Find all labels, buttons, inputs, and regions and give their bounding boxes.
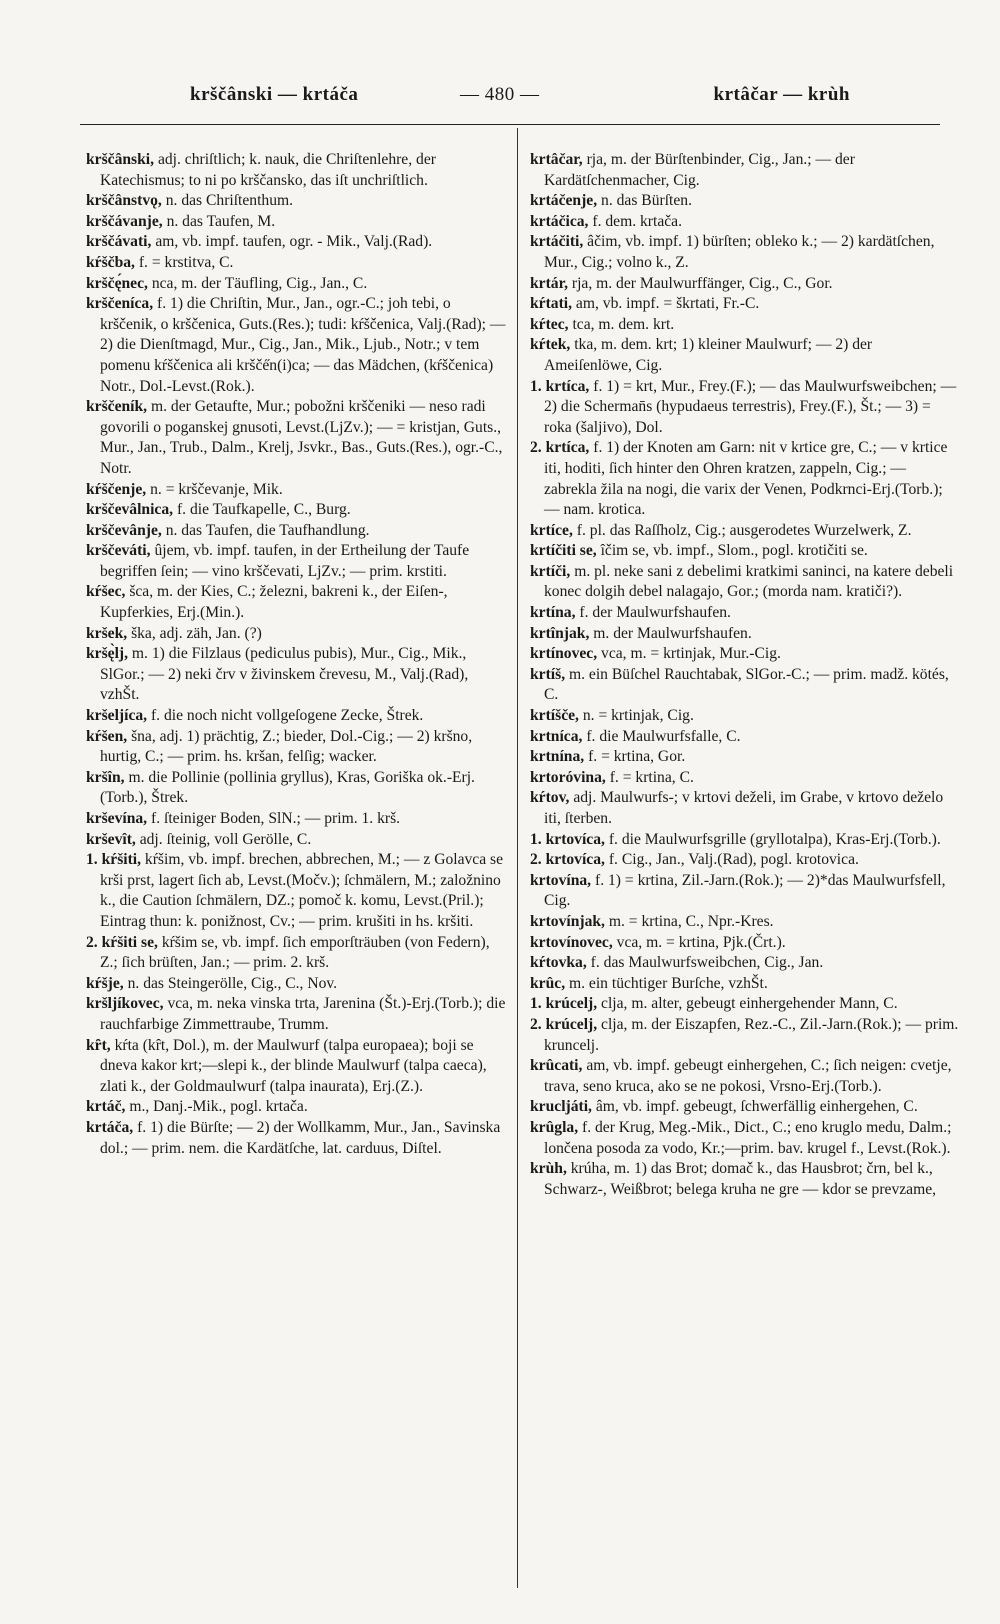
right-column [530, 150, 960, 1200]
entry-definition: n. = krščevanje, Mik. [150, 480, 283, 498]
entry-definition: nca, m. der Täufling, Cig., Jan., C. [151, 274, 368, 292]
entry-definition: am, vb. impf. gebeugt einhergehen, C.; ſich neigen: cvetje, trava, seno kruca, ako se ne pokosi, Vrsno-Erj.(Torb.). [544, 1057, 952, 1095]
entry-headword: krtáčenje, [530, 192, 598, 210]
entry-definition: adj. chriſtlich; k. nauk, die Chriſtenlehre, der Katechismus; to ni po krščansko, das iſt unchriſtlich. [100, 151, 436, 189]
entry-definition: f. 1) die Chriſtin, Mur., Jan., ogr.-C.; joh tebi, o krščenik, o krščenica, Guts.(Res.); tudi: kŕščenica, Valj.(Rad); — 2) die Dienſtmagd, Mur., Cig., Jan., Mik., Ljub., Notr.; v tem pomenu kŕščenica ali kršče̋n(i)ca; — das Mädchen, (kŕščenica) Notr., Dol.-Levst.(Rok.). [100, 295, 506, 395]
left-column [86, 150, 506, 1159]
entry-headword: krščę́nec, [86, 274, 148, 292]
entry-headword: krtáčica, [530, 212, 589, 230]
entry-headword: kršek, [86, 624, 128, 642]
entry-definition: m., Danj.-Mik., pogl. krtača. [129, 1098, 308, 1116]
dictionary-entry [86, 1036, 506, 1098]
entry-definition: clja, m. der Eiszapfen, Rez.-C., Zil.-Jarn.(Rok.); — prim. kruncelj. [544, 1015, 959, 1054]
entry-headword: krûcati, [530, 1057, 583, 1075]
dictionary-entry [530, 850, 960, 871]
entry-definition: m. ein tüchtiger Burſche, vzhŠt. [569, 974, 768, 992]
entry-definition: îčim se, vb. impf., Slom., pogl. krotičiti se. [600, 542, 868, 560]
entry-definition: clja, m. alter, gebeugt einhergehender Mann, C. [601, 995, 898, 1013]
dictionary-entry [530, 191, 960, 212]
entry-headword: kȓt, [86, 1036, 111, 1054]
dictionary-entry [530, 994, 960, 1015]
entry-headword: krtovínjak, [530, 912, 605, 930]
entry-headword: krtníca, [530, 727, 583, 745]
dictionary-entry [86, 541, 506, 582]
entry-headword: krščevânje, [86, 521, 162, 539]
entry-headword: 2. krtovíca, [530, 851, 605, 869]
entry-headword: kŕščenje, [86, 480, 147, 498]
dictionary-entry [86, 500, 506, 521]
entry-headword: krtíšče, [530, 707, 579, 725]
entry-definition: n. = krtinjak, Cig. [582, 707, 694, 725]
entry-headword: krščeváti, [86, 542, 151, 560]
entry-definition: f. 1) = krt, Mur., Frey.(F.); — das Maulwurfsweibchen; — 2) die Scherman̄s (hypudaeus terrestris), Frey.(F.), Št.; — 3) = roka (šaljivo), Dol. [544, 377, 957, 436]
entry-definition: f. der Krug, Meg.-Mik., Dict., C.; eno kruglo medu, Dalm.; lončena posoda za vodo, Kr.;—prim. bav. krugel f., Levst.(Rok.). [544, 1118, 952, 1157]
entry-definition: f. Cig., Jan., Valj.(Rad), pogl. krotovica. [608, 851, 859, 869]
entry-headword: krtáč, [86, 1098, 126, 1116]
dictionary-entry [530, 438, 960, 520]
entry-definition: f. ſteiniger Boden, SlN.; — prim. 1. krš. [151, 810, 401, 827]
dictionary-entry [86, 706, 506, 727]
entry-headword: krtíš, [530, 665, 566, 683]
dictionary-entry [86, 1118, 506, 1159]
running-head-left: krščânski — krtáča [190, 84, 359, 105]
entry-headword: kŕščba, [86, 253, 135, 271]
dictionary-entry [86, 212, 506, 233]
entry-headword: kŕtek, [530, 336, 571, 354]
entry-definition: tca, m. dem. krt. [572, 315, 675, 333]
dictionary-entry [86, 232, 506, 253]
dictionary-entry [530, 768, 960, 789]
dictionary-entry [530, 541, 960, 562]
entry-headword: kŕšen, [86, 727, 128, 745]
entry-definition: kŕšim, vb. impf. brechen, abbrechen, M.; — z Golavca se krši prst, lagert ſich ab, Levst.(Močv.); ſchmälern, M.; založnino k., die Caution ſchmälern, DZ.; pomoč k. komu, Levst.(Pril.); Eintrag thun: k. ponižnost, Cv.; — prim. krušiti in hs. kršiti. [100, 851, 504, 930]
entry-headword: krûc, [530, 974, 566, 992]
entry-headword: krševît, [86, 830, 136, 848]
entry-definition: vca, m. = krtinjak, Mur.-Cig. [601, 645, 781, 663]
entry-definition: f. der Maulwurfshaufen. [579, 604, 731, 622]
dictionary-entry [530, 974, 960, 995]
entry-headword: kŕtov, [530, 789, 570, 807]
dictionary-entry [86, 830, 506, 851]
entry-definition: f. die Maulwurfsgrille (gryllotalpa), Kras-Erj.(Torb.). [608, 830, 941, 848]
running-head-right: krtâčar — krùh [713, 84, 850, 105]
dictionary-entry [530, 294, 960, 315]
entry-definition: ška, adj. zäh, Jan. (?) [131, 624, 262, 642]
dictionary-entry [530, 377, 960, 439]
dictionary-entry [86, 727, 506, 768]
dictionary-entry [530, 1097, 960, 1118]
dictionary-entry [530, 727, 960, 748]
dictionary-entry [86, 480, 506, 501]
entry-definition: m. = krtina, C., Npr.-Kres. [608, 912, 774, 930]
entry-headword: krtáčiti, [530, 233, 584, 251]
dictionary-entry [530, 150, 960, 191]
entry-headword: krtoróvina, [530, 768, 606, 786]
entry-definition: m. pl. neke sani z debelimi kratkimi saninci, na katere debeli konec dolgih debel nalagajo, Gor.; (morda nam. kratiči?). [544, 562, 954, 601]
dictionary-entry [530, 747, 960, 768]
entry-definition: am, vb. impf. = škrtati, Fr.-C. [575, 295, 760, 313]
entry-definition: kŕšim se, vb. impf. ſich emporſträuben (von Federn), Z.; ſich brüſten, Jan.; — prim. 2. krš. [100, 933, 490, 972]
dictionary-entry [530, 665, 960, 706]
entry-definition: rja, m. der Bürſtenbinder, Cig., Jan.; — der Kardätſchenmacher, Cig. [544, 151, 855, 189]
dictionary-entry [86, 150, 506, 191]
entry-headword: krtáča, [86, 1118, 134, 1136]
entry-definition: m. der Maulwurfshaufen. [593, 624, 752, 642]
entry-headword: krtíce, [530, 521, 573, 539]
entry-headword: krtovína, [530, 871, 592, 889]
dictionary-entry [530, 603, 960, 624]
entry-definition: n. das Taufen, die Taufhandlung. [165, 521, 370, 539]
dictionary-entry [530, 953, 960, 974]
dictionary-entry [86, 624, 506, 645]
entry-definition: m. der Getaufte, Mur.; pobožni krščeniki — neso radi govorili o poganskej gnusoti, Levst.(LjZv.); — = kristjan, Guts., Mur., Jan., Trub., Dalm., Krelj, Jsvkr., Bas., Guts.(Res.), ogr.-C., Notr. [100, 398, 503, 477]
entry-definition: f. = krstitva, C. [138, 253, 234, 271]
entry-definition: šna, adj. 1) prächtig, Z.; bieder, Dol.-Cig.; — 2) kršno, hurtig, C.; — prim. hs. kršan, felſig; wacker. [100, 727, 473, 766]
entry-headword: krščevâlnica, [86, 501, 174, 519]
entry-definition: m. ein Büſchel Rauchtabak, SlGor.-C.; — prim. madž. kötés, C. [544, 665, 949, 704]
entry-definition: tka, m. dem. krt; 1) kleiner Maulwurf; — 2) der Ameiſenlöwe, Cig. [544, 336, 873, 374]
entry-definition: rja, m. der Maulwurffänger, Cig., C., Gor. [571, 274, 833, 292]
dictionary-entry [530, 1015, 960, 1056]
entry-headword: krtâčar, [530, 151, 583, 168]
entry-definition: f. = krtina, Gor. [588, 748, 686, 766]
dictionary-entry [86, 809, 506, 830]
entry-definition: f. die Taufkapelle, C., Burg. [176, 501, 351, 519]
entry-definition: f. das Maulwurfsweibchen, Cig., Jan. [590, 954, 824, 972]
entry-headword: krščânstvǫ, [86, 192, 162, 210]
entry-headword: kršljíkovec, [86, 995, 164, 1013]
entry-headword: kŕšec, [86, 583, 126, 601]
entry-definition: f. 1) die Bürſte; — 2) der Wollkamm, Mur., Jan., Savinska dol.; — prim. nem. die Kardätſche, lat. carduus, Diſtel. [100, 1118, 501, 1157]
entry-definition: âm, vb. impf. gebeugt, ſchwerfällig einhergehen, C. [595, 1098, 918, 1116]
dictionary-entry [530, 315, 960, 336]
entry-headword: krtínovec, [530, 645, 598, 663]
entry-headword: krucljáti, [530, 1098, 592, 1116]
running-head [190, 84, 850, 110]
entry-definition: n. das Bürſten. [601, 192, 692, 210]
entry-definition: n. das Steingerölle, Cig., C., Nov. [127, 974, 338, 992]
entry-definition: m. die Pollinie (pollinia gryllus), Kras, Goriška ok.-Erj.(Torb.), Štrek. [100, 768, 475, 807]
column-divider [517, 128, 518, 1588]
dictionary-entry [530, 274, 960, 295]
entry-headword: krtnína, [530, 748, 585, 766]
entry-headword: 1. krtíca, [530, 377, 590, 395]
entry-headword: krščávati, [86, 233, 152, 251]
entry-definition: vca, m. neka vinska trta, Jarenina (Št.)-Erj.(Torb.); die rauchfarbige Zimmettraube, Trumm. [100, 995, 506, 1033]
dictionary-entry [86, 253, 506, 274]
entry-headword: krtînjak, [530, 624, 590, 642]
entry-headword: krtár, [530, 274, 568, 292]
entry-headword: kršeljíca, [86, 707, 148, 725]
entry-definition: âčim, vb. impf. 1) bürſten; obleko k.; — 2) kardätſchen, Mur., Cig.; volno k., Z. [544, 233, 935, 271]
page-number: — 480 — [460, 84, 540, 105]
entry-headword: krtíči, [530, 562, 571, 580]
entry-headword: krščeníca, [86, 295, 154, 313]
entry-headword: kŕtovka, [530, 954, 587, 972]
entry-headword: krtovínovec, [530, 933, 613, 951]
entry-headword: 2. krtíca, [530, 439, 590, 457]
dictionary-entry [86, 768, 506, 809]
dictionary-entry [530, 644, 960, 665]
entry-headword: kršîn, [86, 768, 125, 786]
dictionary-entry [86, 974, 506, 995]
dictionary-entry [530, 933, 960, 954]
dictionary-entry [86, 582, 506, 623]
dictionary-entry [530, 521, 960, 542]
entry-definition: kŕta (kȓt, Dol.), m. der Maulwurf (talpa europaea); boji se dneva kakor krt;—slepi k., der blinde Maulwurf (talpa caeca), zlati k., der Goldmaulwurf (talpa inaurata), Erj.(Z.). [100, 1036, 487, 1095]
entry-definition: f. die Maulwurfsfalle, C. [586, 727, 741, 745]
entry-definition: f. dem. krtača. [592, 212, 682, 230]
dictionary-entry [530, 706, 960, 727]
entry-headword: krščeník, [86, 398, 148, 416]
dictionary-entry [530, 830, 960, 851]
dictionary-entry [530, 912, 960, 933]
entry-headword: kŕtec, [530, 315, 569, 333]
dictionary-entry [530, 335, 960, 376]
entry-definition: f. 1) = krtina, Zil.-Jarn.(Rok.); — 2)*das Maulwurfsfell, Cig. [544, 871, 946, 910]
entry-headword: kŕtati, [530, 295, 573, 313]
dictionary-entry [530, 1056, 960, 1097]
entry-definition: ûjem, vb. impf. taufen, in der Ertheilung der Taufe begriffen ſein; — vino krščevati, LjZv.; — prim. krstiti. [100, 542, 470, 580]
entry-headword: kršę̀lj, [86, 645, 129, 663]
entry-headword: krščânski, [86, 151, 155, 168]
dictionary-entry [530, 1118, 960, 1159]
dictionary-entry [530, 562, 960, 603]
dictionary-entry [530, 212, 960, 233]
entry-definition: adj. Maulwurfs-; v krtovi deželi, im Grabe, v krtovo deželo iti, ſterben. [544, 789, 944, 827]
entry-headword: kŕšje, [86, 974, 124, 992]
entry-headword: 1. kŕšiti, [86, 851, 142, 869]
entry-definition: f. 1) der Knoten am Garn: nit v krtice gre, C.; — v krtice iti, hoditi, ſich hinter den Ohren kratzen, zappeln, Cig.; — zabrekla žila na nogi, die varix der Venen, Podkrnci-Erj.(Torb.); — nam. krotica. [544, 439, 948, 519]
dictionary-entry [86, 850, 506, 932]
dictionary-entry [86, 644, 506, 706]
dictionary-entry [86, 521, 506, 542]
dictionary-entry [86, 294, 506, 397]
entry-definition: krúha, m. 1) das Brot; domač k., das Hausbrot; črn, bel k., Schwarz-, Weißbrot; belega kruha ne gre — kdor se prevzame, [544, 1160, 937, 1198]
dictionary-entry [530, 624, 960, 645]
entry-headword: 2. kŕšiti se, [86, 933, 158, 951]
entry-headword: krtína, [530, 604, 576, 622]
entry-definition: f. pl. das Raſſholz, Cig.; ausgerodetes Wurzelwerk, Z. [576, 521, 912, 539]
entry-headword: 1. krúcelj, [530, 995, 598, 1013]
entry-headword: krševína, [86, 810, 148, 827]
dictionary-entry [86, 1097, 506, 1118]
dictionary-entry [530, 788, 960, 829]
entry-headword: krščávanje, [86, 212, 163, 230]
entry-headword: krtíčiti se, [530, 542, 597, 560]
dictionary-entry [530, 1159, 960, 1200]
entry-definition: n. das Chriſtenthum. [165, 192, 294, 210]
entry-headword: krùh, [530, 1160, 567, 1178]
entry-definition: f. = krtina, C. [609, 768, 694, 786]
dictionary-entry [86, 274, 506, 295]
entry-definition: am, vb. impf. taufen, ogr. - Mik., Valj.(Rad). [155, 233, 433, 251]
dictionary-entry [86, 933, 506, 974]
dictionary-entry [530, 232, 960, 273]
entry-definition: adj. ſteinig, voll Gerölle, C. [139, 830, 312, 848]
entry-definition: m. 1) die Filzlaus (pediculus pubis), Mur., Cig., Mik., SlGor.; — 2) neki črv v živinskem črevesu, M., Valj.(Rad), vzhŠt. [100, 645, 469, 704]
dictionary-entry [86, 191, 506, 212]
entry-definition: šca, m. der Kies, C.; železni, bakreni k., der Eiſen-, Kupferkies, Erj.(Min.). [100, 583, 448, 622]
entry-headword: 2. krúcelj, [530, 1015, 598, 1033]
entry-definition: f. die noch nicht vollgeſogene Zecke, Štrek. [150, 707, 424, 725]
entry-headword: 1. krtovíca, [530, 830, 605, 848]
dictionary-entry [530, 871, 960, 912]
entry-definition: vca, m. = krtina, Pjk.(Črt.). [616, 933, 786, 951]
dictionary-entry [86, 994, 506, 1035]
header-rule [80, 124, 940, 125]
entry-definition: n. das Taufen, M. [166, 212, 276, 230]
dictionary-entry [86, 397, 506, 479]
entry-headword: krûgla, [530, 1118, 579, 1136]
